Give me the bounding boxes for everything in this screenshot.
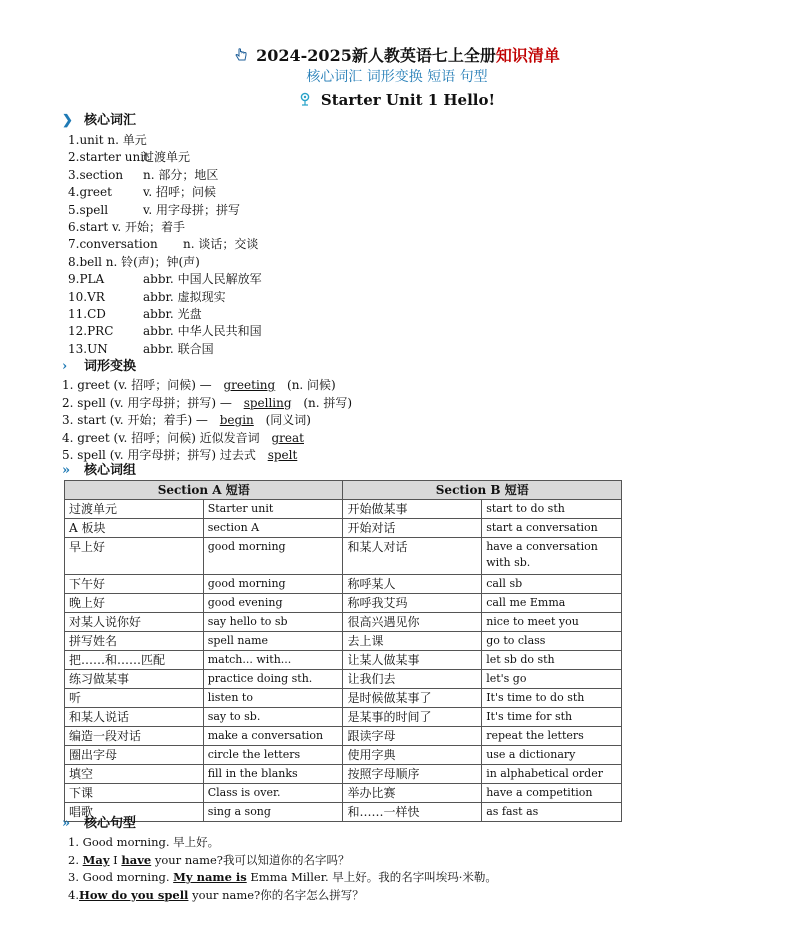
table-row	[65, 500, 622, 519]
phrase-english: good morning	[203, 575, 343, 594]
phrases-table	[64, 480, 622, 822]
word-form-prompt: 3. start (v. 开始；着手) —	[62, 413, 212, 428]
section-heading-forms	[62, 359, 136, 375]
vocab-word: 6.start v. 开始；着手	[68, 219, 185, 234]
word-form-answer: begin	[219, 413, 254, 428]
sentence-text: your name?我可以知道你的名字吗？	[151, 852, 350, 867]
phrase-chinese: 编造一段对话	[65, 727, 204, 746]
table-row	[65, 632, 622, 651]
phrase-english: go to class	[482, 632, 622, 651]
phrase-english: start a conversation	[482, 519, 622, 538]
vocab-word: 13.UN	[68, 341, 108, 356]
vocab-definition: abbr. 中国人民解放军	[143, 272, 262, 287]
table-row	[65, 651, 622, 670]
phrase-chinese: 称呼我艾玛	[343, 594, 482, 613]
vocab-definition: n. 谈话；交谈	[183, 237, 259, 252]
word-form-answer: greeting	[223, 378, 276, 392]
word-form-prompt: 2. spell (v. 用字母拼；拼写) —	[62, 395, 236, 410]
vocab-word: 9.PLA	[68, 272, 105, 287]
phrase-english: in alphabetical order	[482, 765, 622, 784]
phrase-english: let's go	[482, 670, 622, 689]
section-heading-phrases	[62, 463, 136, 479]
vocab-word: 10.VR	[68, 289, 105, 304]
double-chevron-right-icon: »	[62, 463, 71, 478]
section-heading-text: 核心词汇	[84, 113, 137, 128]
phrase-chinese: 下课	[65, 784, 204, 803]
sentence-text: your name?你的名字怎么拼写？	[188, 887, 364, 902]
vocab-definition: n. 部分；地区	[143, 167, 219, 182]
phrase-chinese: 和某人说话	[65, 708, 204, 727]
word-form-note: (同义词)	[261, 413, 311, 428]
phrase-chinese: 开始做某事	[343, 500, 482, 519]
sentence-key-phrase: have	[121, 852, 152, 867]
vocab-definition: v. 用字母拼；拼写	[143, 202, 240, 217]
vocab-definition: abbr. 虚拟现实	[143, 289, 226, 304]
phrase-english: repeat the letters	[482, 727, 622, 746]
vocab-word: 5.spell	[68, 202, 109, 217]
phrase-english: It's time to do sth	[482, 689, 622, 708]
phrase-english: nice to meet you	[482, 613, 622, 632]
section-heading-text: 核心词组	[84, 463, 137, 478]
sentence-item	[68, 869, 497, 887]
phrase-english: use a dictionary	[482, 746, 622, 765]
phrase-english: say hello to sb	[203, 613, 343, 632]
phrase-chinese: 是时候做某事了	[343, 689, 482, 708]
phrase-english: as fast as	[482, 803, 622, 822]
phrase-english: call me Emma	[482, 594, 622, 613]
phrase-chinese: 开始对话	[343, 519, 482, 538]
phrase-english: let sb do sth	[482, 651, 622, 670]
sentence-key-phrase: My name is	[173, 870, 247, 885]
phrase-chinese: 让某人做某事	[343, 651, 482, 670]
section-heading-sentences	[62, 816, 136, 832]
chevron-right-icon: ›	[62, 359, 68, 374]
location-pin-icon	[299, 92, 311, 106]
word-form-prompt: 1. greet (v. 招呼；问候) —	[62, 378, 216, 392]
table-row	[65, 538, 622, 575]
phrase-chinese: 让我们去	[343, 670, 482, 689]
sentence-text: 1. Good morning. 早上好。	[68, 835, 220, 849]
section-heading-text: 词形变换	[84, 359, 137, 374]
phrase-english: It's time for sth	[482, 708, 622, 727]
sentence-text: 3. Good morning.	[68, 870, 174, 885]
vocab-word: 12.PRC	[68, 324, 114, 339]
phrase-chinese: 举办比赛	[343, 784, 482, 803]
phrase-english: good evening	[203, 594, 343, 613]
table-row	[65, 594, 622, 613]
sentence-text: 4.	[68, 887, 79, 902]
section-a-header: Section A 短语	[65, 481, 343, 500]
sentence-text: 2.	[68, 852, 83, 867]
word-form-item	[62, 430, 352, 448]
title-highlight: 知识清单	[495, 46, 560, 65]
sentence-text: I	[109, 852, 122, 867]
vocab-definition: abbr. 光盘	[143, 306, 202, 321]
section-heading-vocab	[62, 113, 136, 129]
phrase-chinese: 和某人对话	[343, 538, 482, 575]
vocab-word: 4.greet	[68, 185, 112, 200]
sentence-key-phrase: May	[82, 852, 110, 867]
word-form-answer: great	[271, 430, 304, 445]
phrase-chinese: 使用字典	[343, 746, 482, 765]
table-row	[65, 670, 622, 689]
word-form-note: (n. 拼写)	[299, 395, 353, 410]
phrase-english: have a competition	[482, 784, 622, 803]
vocab-word: 7.conversation	[68, 237, 158, 252]
phrase-chinese: 唱歌	[65, 803, 204, 822]
sentence-item	[68, 887, 497, 905]
phrase-chinese: 去上课	[343, 632, 482, 651]
phrase-english: practice doing sth.	[203, 670, 343, 689]
unit-title-text: Starter Unit 1 Hello!	[320, 91, 496, 109]
phrase-english: say to sb.	[203, 708, 343, 727]
phrase-chinese: 早上好	[65, 538, 204, 575]
vocab-word: 2.starter unit	[68, 150, 149, 165]
word-form-answer: spelling	[243, 395, 292, 410]
vocab-definition: abbr. 中华人民共和国	[143, 324, 262, 339]
vocab-definition: abbr. 联合国	[143, 341, 214, 356]
table-row	[65, 803, 622, 822]
pointing-hand-icon	[234, 48, 248, 62]
vocab-word: 3.section	[68, 167, 124, 182]
sentence-text: Emma Miller. 早上好。我的名字叫埃玛·米勒。	[246, 870, 497, 885]
phrase-chinese: 下午好	[65, 575, 204, 594]
title-main: 2024-2025新人教英语七上全册	[256, 46, 496, 65]
phrase-chinese: 是某事的时间了	[343, 708, 482, 727]
table-row	[65, 746, 622, 765]
document-subtitle: 核心词汇 词形变换 短语 句型	[306, 69, 488, 85]
table-row	[65, 613, 622, 632]
table-row	[65, 708, 622, 727]
phrase-english: good morning	[203, 538, 343, 575]
phrase-chinese: A 板块	[65, 519, 204, 538]
phrase-english: Starter unit	[203, 500, 343, 519]
phrase-english: section A	[203, 519, 343, 538]
word-form-note: (n. 问候)	[283, 378, 336, 392]
word-form-item	[62, 395, 352, 413]
phrase-chinese: 按照字母顺序	[343, 765, 482, 784]
vocab-word: 1.unit n. 单元	[68, 133, 147, 147]
word-forms-list	[62, 377, 352, 465]
phrase-chinese: 听	[65, 689, 204, 708]
phrase-chinese: 圈出字母	[65, 746, 204, 765]
phrase-chinese: 填空	[65, 765, 204, 784]
phrase-chinese: 晚上好	[65, 594, 204, 613]
table-row	[65, 765, 622, 784]
phrase-chinese: 练习做某事	[65, 670, 204, 689]
word-form-item	[62, 377, 352, 395]
table-row	[65, 727, 622, 746]
phrase-chinese: 拼写姓名	[65, 632, 204, 651]
phrase-chinese: 对某人说你好	[65, 613, 204, 632]
unit-title	[0, 90, 794, 110]
phrase-chinese: 过渡单元	[65, 500, 204, 519]
table-header-row	[65, 481, 622, 500]
chevron-right-icon: ❯	[62, 113, 73, 128]
vocab-definition: 过渡单元	[142, 150, 191, 165]
sentence-list	[68, 834, 497, 904]
phrase-english: make a conversation	[203, 727, 343, 746]
phrase-chinese: 和……一样快	[343, 803, 482, 822]
phrase-english: have a conversation with sb.	[482, 538, 622, 575]
table-row	[65, 575, 622, 594]
word-form-item	[62, 412, 352, 430]
vocab-definition: v. 招呼；问候	[143, 185, 216, 200]
document-title	[0, 46, 794, 66]
word-form-prompt: 4. greet (v. 招呼；问候) 近似发音词	[62, 430, 264, 445]
section-b-header: Section B 短语	[343, 481, 622, 500]
sentence-key-phrase: How do you spell	[78, 887, 189, 902]
phrase-english: circle the letters	[203, 746, 343, 765]
phrase-english: listen to	[203, 689, 343, 708]
table-row	[65, 519, 622, 538]
phrase-english: Class is over.	[203, 784, 343, 803]
word-form-prompt: 5. spell (v. 用字母拼；拼写) 过去式	[62, 448, 260, 463]
phrase-english: start to do sth	[482, 500, 622, 519]
section-heading-text: 核心句型	[84, 816, 137, 831]
vocab-word: 8.bell n. 铃(声)；钟(声)	[68, 254, 200, 269]
sentence-item	[68, 834, 497, 852]
table-row	[65, 784, 622, 803]
sentence-item	[68, 852, 497, 870]
phrase-english: fill in the blanks	[203, 765, 343, 784]
table-row	[65, 689, 622, 708]
phrase-chinese: 称呼某人	[343, 575, 482, 594]
phrase-chinese: 把……和……匹配	[65, 651, 204, 670]
phrase-english: sing a song	[203, 803, 343, 822]
phrase-chinese: 跟读字母	[343, 727, 482, 746]
phrase-english: match... with...	[203, 651, 343, 670]
phrase-chinese: 很高兴遇见你	[343, 613, 482, 632]
vocab-word: 11.CD	[68, 306, 106, 321]
phrase-english: call sb	[482, 575, 622, 594]
word-form-answer: spelt	[267, 448, 298, 463]
phrase-english: spell name	[203, 632, 343, 651]
double-chevron-right-icon: »	[62, 816, 71, 831]
